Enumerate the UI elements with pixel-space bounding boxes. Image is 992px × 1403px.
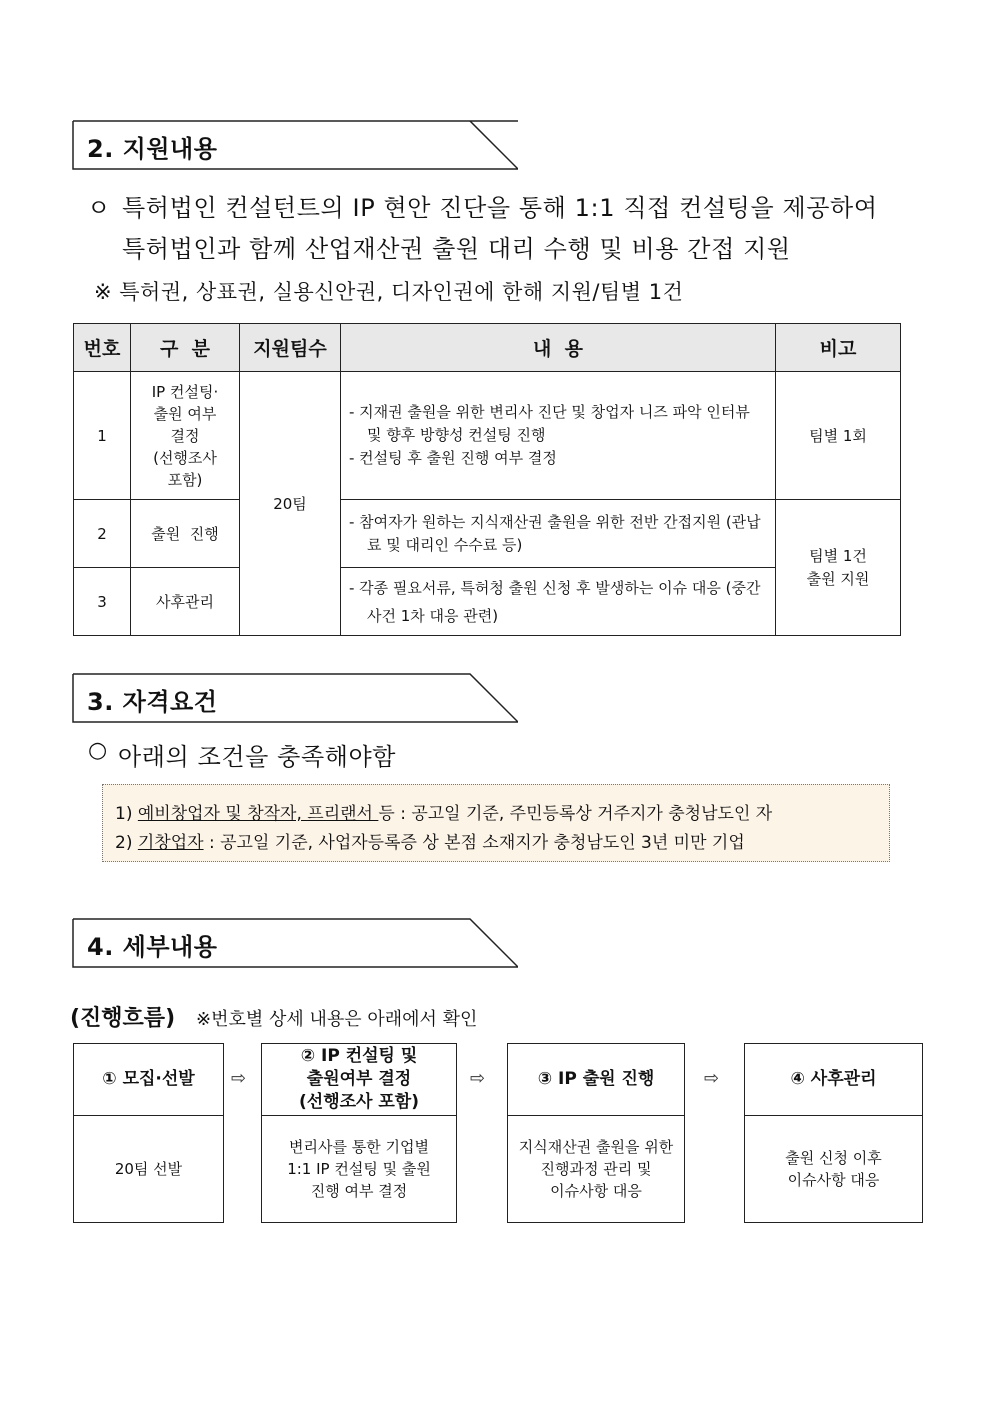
section-2-bullet-mark: ㅇ	[87, 194, 111, 222]
row-number: 3	[74, 568, 131, 636]
requirement-2-number: 2)	[115, 833, 138, 853]
flow-step-4	[744, 1043, 923, 1223]
flow-step-desc: 변리사를 통한 기업별 1:1 IP 컨설팅 및 출원 진행 여부 결정	[287, 1137, 431, 1200]
content-line: - 참여자가 원하는 지식재산권 출원을 위한 전반 간접지원 (관납료 및 대리인 수수료 등)	[349, 512, 761, 554]
section-4-title: 4. 세부내용	[87, 933, 218, 961]
section-3-header	[72, 673, 518, 723]
section-4-header	[72, 918, 518, 968]
note-line: 출원 지원	[806, 569, 870, 588]
requirement-1-number: 1)	[115, 804, 138, 824]
section-2-bullet-line-2: 특허법인과 함께 산업재산권 출원 대리 수행 및 비용 간접 지원	[122, 235, 791, 263]
requirement-2-target: 기창업자	[137, 833, 204, 853]
header-category: 구 분	[131, 324, 240, 372]
team-count-cell: 20팀	[240, 372, 341, 636]
flow-arrow-icon: ⇨	[704, 1068, 720, 1089]
table-header-row	[74, 324, 901, 372]
row-note-merged	[776, 500, 901, 636]
content-line: - 지재권 출원을 위한 변리사 진단 및 창업자 니즈 파악 인터뷰 및 향후 방향성 컨설팅 진행	[349, 403, 750, 444]
flow-label: (진행흐름)	[70, 1006, 176, 1031]
row-number: 1	[74, 372, 131, 500]
flow-arrow-icon: ⇨	[470, 1068, 486, 1089]
flow-step-desc: 20팀 선발	[114, 1159, 183, 1178]
flow-step-desc: 지식재산권 출원을 위한 진행과정 관리 및 이슈사항 대응	[518, 1137, 674, 1200]
row-content	[341, 372, 776, 500]
header-team-count: 지원팀수	[240, 324, 341, 372]
table-row	[74, 500, 901, 568]
section-3-title: 3. 자격요건	[87, 688, 218, 716]
requirement-2	[115, 828, 745, 853]
section-2-bullet-line-1: 특허법인 컨설턴트의 IP 현안 진단을 통해 1:1 직접 컨설팅을 제공하여	[122, 194, 878, 222]
row-note: 팀별 1회	[776, 372, 901, 500]
flow-step-3	[507, 1043, 685, 1223]
flow-arrow-icon: ⇨	[231, 1068, 247, 1089]
flow-step-title: ④ 사후관리	[745, 1044, 922, 1116]
support-table	[73, 323, 901, 636]
header-note: 비고	[776, 324, 901, 372]
row-category: 출원 진행	[131, 500, 240, 568]
category-line: 출원 여부	[153, 404, 217, 423]
section-2-header	[72, 120, 518, 170]
flow-step-2	[261, 1043, 457, 1223]
row-content	[341, 568, 776, 636]
section-3-bullet-mark: ○	[88, 738, 108, 763]
header-content: 내 용	[341, 324, 776, 372]
requirement-1	[115, 799, 772, 824]
flow-step-title: ③ IP 출원 진행	[508, 1044, 684, 1116]
category-line: 결정	[170, 426, 200, 445]
flow-step-title: ① 모집·선발	[74, 1044, 223, 1116]
note-line: 팀별 1건	[809, 546, 867, 565]
row-category: 사후관리	[131, 568, 240, 636]
flow-step-1	[73, 1043, 224, 1223]
flow-note: ※번호별 상세 내용은 아래에서 확인	[196, 1009, 478, 1030]
category-line: IP 컨설팅·	[151, 382, 219, 401]
header-number: 번호	[74, 324, 131, 372]
requirement-1-target: 예비창업자 및 창작자, 프리랜서	[137, 804, 379, 824]
category-line: 포함)	[167, 470, 203, 489]
content-line: - 각종 필요서류, 특허청 출원 신청 후 발생하는 이슈 대응 (중간사건 1차 대응 관련)	[349, 578, 761, 625]
flow-step-title: ② IP 컨설팅 및 출원여부 결정 (선행조사 포함)	[262, 1044, 456, 1116]
section-3-bullet: 아래의 조건을 충족해야함	[118, 743, 397, 771]
requirement-1-condition: 등 : 공고일 기준, 주민등록상 거주지가 충청남도인 자	[378, 804, 773, 824]
row-content	[341, 500, 776, 568]
row-category	[131, 372, 240, 500]
flow-step-desc: 출원 신청 이후 이슈사항 대응	[785, 1148, 882, 1189]
table-row	[74, 372, 901, 500]
section-2-note: ※ 특허권, 상표권, 실용신안권, 디자인권에 한해 지원/팀별 1건	[94, 280, 684, 304]
row-number: 2	[74, 500, 131, 568]
category-line: (선행조사	[153, 448, 217, 467]
content-line: - 컨설팅 후 출원 진행 여부 결정	[349, 449, 557, 467]
section-2-title: 2. 지원내용	[87, 135, 218, 163]
requirement-2-condition: : 공고일 기준, 사업자등록증 상 본점 소재지가 충청남도인 3년 미만 기업	[203, 833, 745, 853]
requirements-box	[102, 784, 890, 862]
